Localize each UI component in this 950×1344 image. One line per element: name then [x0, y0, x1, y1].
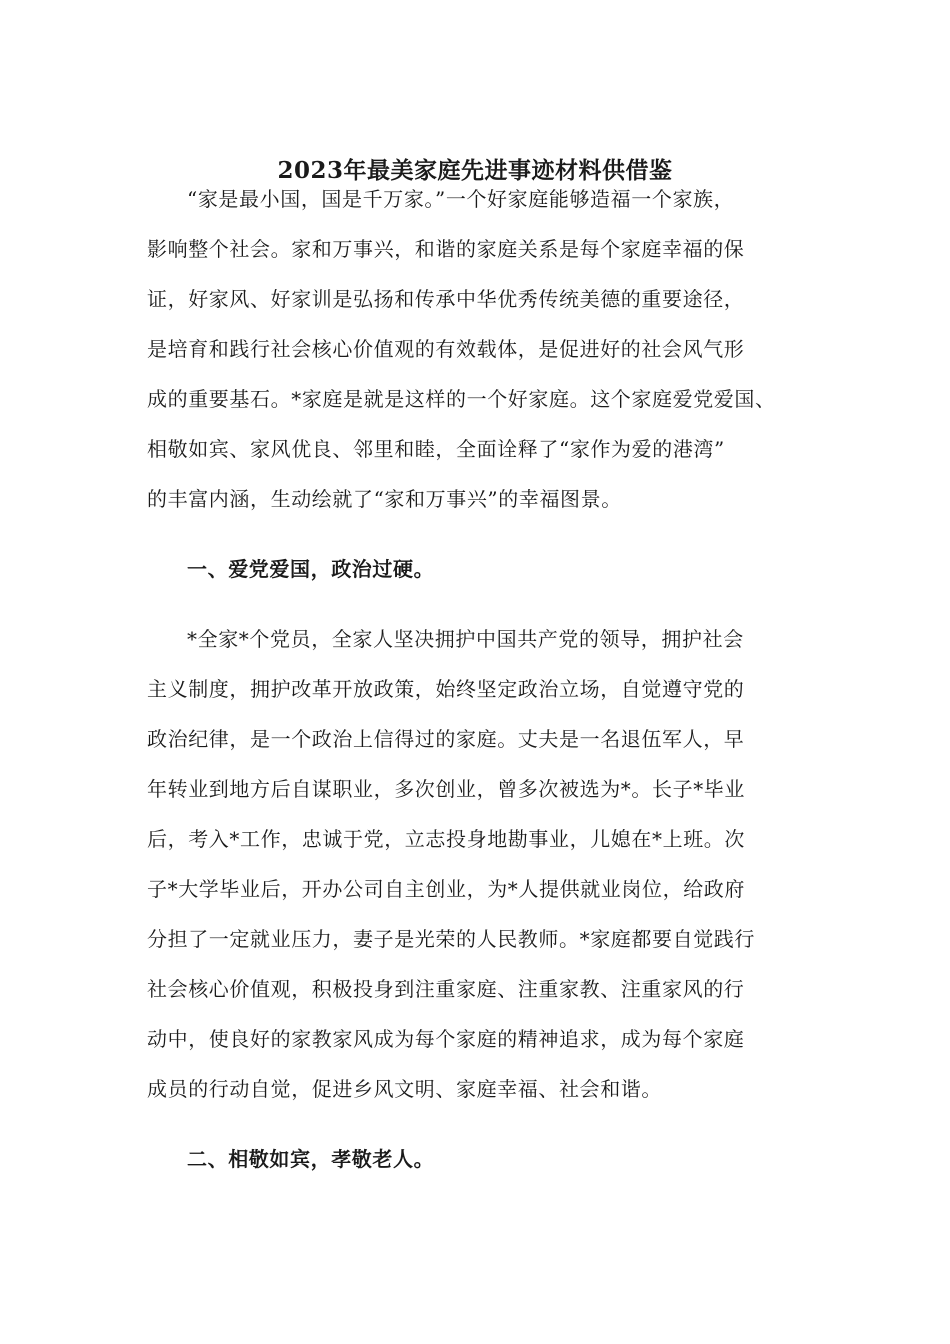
document-title: 2023年最美家庭先进事迹材料供借鉴	[277, 157, 673, 184]
intro-line-4: 是培育和践行社会核心价值观的有效载体，是促进好的社会风气形	[147, 337, 745, 361]
section-1-line-2: 主义制度，拥护改革开放政策，始终坚定政治立场，自觉遵守党的	[147, 677, 745, 701]
section-1-line-3: 政治纪律，是一个政治上信得过的家庭。丈夫是一名退伍军人，早	[147, 727, 745, 751]
intro-line-5: 成的重要基石。*家庭是就是这样的一个好家庭。这个家庭爱党爱国、	[147, 387, 776, 411]
section-1-line-6: 子*大学毕业后，开办公司自主创业，为*人提供就业岗位，给政府	[147, 877, 745, 901]
section-1-line-10: 成员的行动自觉，促进乡风文明、家庭幸福、社会和谐。	[147, 1077, 662, 1101]
section-1-line-7: 分担了一定就业压力，妻子是光荣的人民教师。*家庭都要自觉践行	[147, 927, 755, 951]
section-1-heading: 一、爱党爱国，政治过硬。	[187, 557, 435, 581]
section-1-line-1: *全家*个党员，全家人坚决拥护中国共产党的领导，拥护社会	[187, 627, 744, 651]
section-1-line-9: 动中，使良好的家教家风成为每个家庭的精神追求，成为每个家庭	[147, 1027, 745, 1051]
section-1-line-5: 后，考入*工作，忠诚于党，立志投身地勘事业，儿媳在*上班。次	[147, 827, 745, 851]
section-1-line-8: 社会核心价值观，积极投身到注重家庭、注重家教、注重家风的行	[147, 977, 745, 1001]
intro-line-1: “家是最小国，国是千万家。”一个好家庭能够造福一个家族，	[187, 187, 735, 211]
intro-line-2: 影响整个社会。家和万事兴，和谐的家庭关系是每个家庭幸福的保	[147, 237, 745, 261]
section-1-line-4: 年转业到地方后自谋职业，多次创业，曾多次被选为*。长子*毕业	[147, 777, 745, 801]
intro-line-6: 相敬如宾、家风优良、邻里和睦，全面诠释了“家作为爱的港湾”	[147, 437, 725, 461]
intro-line-7: 的丰富内涵，生动绘就了“家和万事兴”的幸福图景。	[147, 487, 622, 511]
intro-line-3: 证，好家风、好家训是弘扬和传承中华优秀传统美德的重要途径，	[147, 287, 745, 311]
section-2-heading: 二、相敬如宾，孝敬老人。	[187, 1147, 435, 1171]
